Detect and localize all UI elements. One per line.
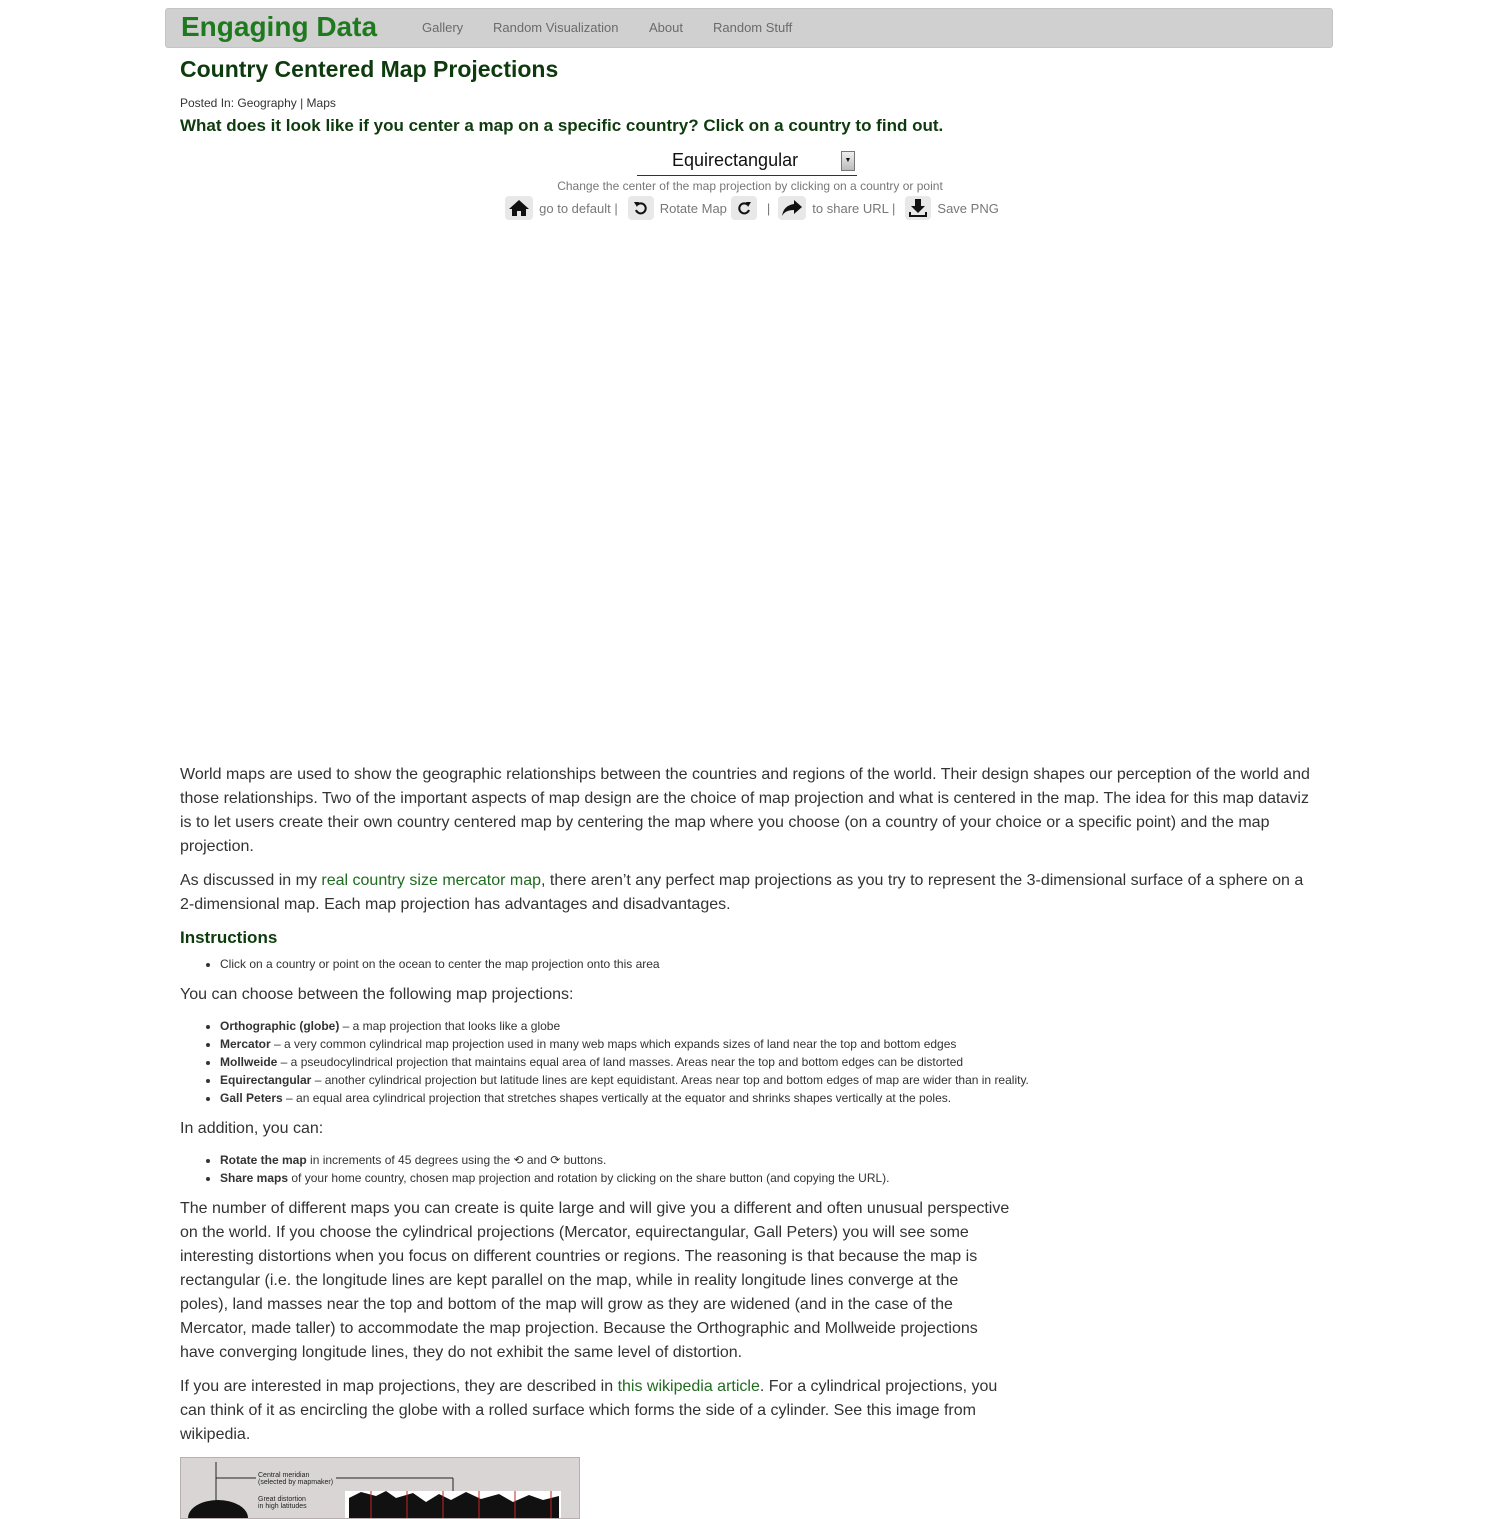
figure-label: Central meridian (258, 1472, 310, 1479)
list-item (220, 1071, 1320, 1089)
projection-desc: – a pseudocylindrical projection that maintains equal area of land masses. Areas near the top and bottom edges can be distorted (277, 1055, 964, 1069)
page-title: Country Centered Map Projections (180, 56, 559, 82)
top-navbar (165, 8, 1333, 48)
paragraph-text: , there aren’t any perfect map projections as you try to represent the 3-dimensional surface of a sphere on a 2-dimensional map. Each map projection has advantages and disadvantages. (180, 872, 1304, 913)
projection-name: Orthographic (globe) (220, 1019, 340, 1033)
rotate-cw-button[interactable] (731, 196, 757, 220)
intro-paragraph: World maps are used to show the geographic relationships between the countries and regions of the world. Their design shapes our perception of the world and those relationships. Two of the important aspects of map design are the choice of map projection and what is centered in the map. The idea for this map dataviz is to let users create their own country centered map by centering the map where you choose (on a country of your choice or a specific point) and the map projection. (180, 766, 1310, 855)
download-icon (908, 198, 928, 218)
addition-paragraph: In addition, you can: (180, 1120, 324, 1137)
list-item (220, 1053, 1320, 1071)
projection-desc: – another cylindrical projection but latitude lines are kept equidistant. Areas near top and bottom edges of map are wider than in reality. (311, 1073, 1029, 1087)
nav-item-random-visualization[interactable]: Random Visualization (493, 20, 619, 35)
wikipedia-article-link[interactable]: this wikipedia article (617, 1378, 760, 1395)
list-item (220, 1017, 1320, 1035)
feature-name: Share maps (220, 1171, 289, 1185)
posted-in-line (180, 96, 336, 110)
site-brand-link[interactable]: Engaging Data (181, 11, 378, 42)
wikipedia-paragraph (180, 1375, 1010, 1447)
instructions-list (180, 955, 1320, 973)
share-button[interactable] (778, 196, 806, 220)
chevron-down-icon[interactable]: ▼ (841, 151, 855, 171)
choose-paragraph: You can choose between the following map projections: (180, 986, 574, 1003)
projection-name: Gall Peters (220, 1091, 283, 1105)
mercator-map-link[interactable]: real country size mercator map (321, 872, 542, 889)
instructions-heading: Instructions (180, 928, 278, 947)
distortion-paragraph: The number of different maps you can create is quite large and will give you a different and often unusual perspective on the world. If you choose the cylindrical projections (Mercator, equirectangular, Gall Peters) you will see some interesting distortions when you focus on different countries or regions. The reasoning is that because the map is rectangular (i.e. the longitude lines are kept parallel on the map, while in reality longitude lines converge at the poles), land masses near the top and bottom of the map will grow as they are widened (and in the case of the Mercator, made taller) to accommodate the map projection. Because the Orthographic and Mollweide projections have converging longitude lines, they do not exhibit the same level of distortion. (180, 1200, 1010, 1361)
projection-select[interactable] (637, 150, 857, 176)
projection-desc: – a map projection that looks like a globe (339, 1019, 561, 1033)
nav-item-about[interactable]: About (649, 20, 683, 35)
category-link-geography[interactable]: Geography (237, 96, 297, 110)
paragraph-text: If you are interested in map projections, they are described in (180, 1378, 618, 1395)
share-icon (781, 199, 803, 217)
projection-desc: – a very common cylindrical map projection used in many web maps which expands sizes of land near the top and bottom edges (270, 1037, 957, 1051)
rotate-ccw-button[interactable] (628, 196, 654, 220)
category-separator: | (296, 96, 307, 110)
post-subtitle: What does it look like if you center a map on a specific country? Click on a country to find out. (180, 116, 944, 135)
projection-name: Mercator (220, 1037, 271, 1051)
figure-label: in high latitudes (258, 1503, 307, 1510)
rotate-map-label: Rotate Map (659, 200, 727, 216)
figure-label: Great distortion (258, 1496, 306, 1503)
feature-desc: of your home country, chosen map projection and rotation by clicking on the share button (and copying the URL). (288, 1171, 890, 1185)
projections-list (180, 1017, 1320, 1107)
projection-name: Equirectangular (220, 1073, 312, 1087)
map-canvas[interactable] (180, 230, 1320, 750)
list-item (220, 1151, 1320, 1169)
rotate-cw-icon (736, 200, 752, 216)
feature-name: Rotate the map (220, 1153, 307, 1167)
nav-item-gallery[interactable]: Gallery (422, 20, 464, 35)
projection-select-value: Equirectangular (672, 150, 799, 170)
share-url-label: to share URL | (812, 200, 896, 216)
nav-item-random-stuff[interactable]: Random Stuff (713, 20, 793, 35)
save-png-button[interactable] (905, 196, 931, 220)
map-toolbar (0, 195, 1500, 221)
save-png-label: Save PNG (937, 200, 999, 216)
figure-label: (selected by mapmaker) (258, 1479, 334, 1486)
home-button[interactable] (505, 196, 533, 220)
feature-desc: in increments of 45 degrees using the ⟲ and ⟳ buttons. (306, 1153, 607, 1167)
list-item (220, 1035, 1320, 1053)
list-item (220, 1089, 1320, 1107)
projection-name: Mollweide (220, 1055, 278, 1069)
paragraph-text: As discussed in my (180, 872, 322, 889)
mercator-paragraph (180, 869, 1320, 917)
article-body (180, 763, 1320, 1519)
home-icon (508, 199, 530, 217)
features-list (180, 1151, 1320, 1187)
projection-desc: – an equal area cylindrical projection that stretches shapes vertically at the equator and shrinks shapes vertically at the poles. (282, 1091, 952, 1105)
toolbar-separator: | (766, 200, 771, 216)
posted-in-label: Posted In: (180, 96, 238, 110)
rotate-ccw-icon (633, 200, 649, 216)
map-hint-text: Change the center of the map projection by clicking on a country or point (557, 179, 943, 193)
cylinder-diagram-graphic (181, 1458, 579, 1518)
list-item: • Click on a country or point on the ocean to center the map projection onto this area (220, 955, 1320, 973)
go-default-label: go to default | (539, 200, 618, 216)
cylindrical-projection-figure (180, 1457, 580, 1519)
paragraph-text: . For a cylindrical projections, you can think of it as encircling the globe with a rolled surface which forms the side of a cylinder. See this image from wikipedia. (180, 1378, 998, 1443)
list-item (220, 1169, 1320, 1187)
category-link-maps[interactable]: Maps (306, 96, 336, 110)
